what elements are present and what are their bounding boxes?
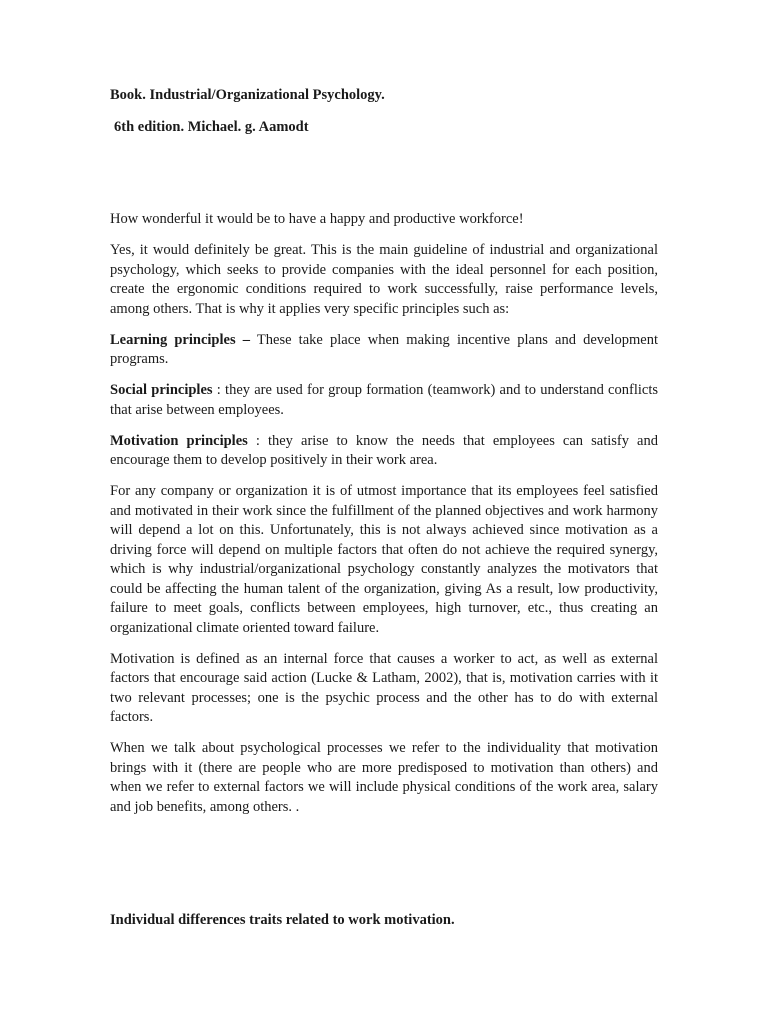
processes-paragraph: When we talk about psychological processes we refer to the individuality that motivation brings with it (there are people who are more predisposed to motivation than others) and when we refer to external factors we will include physical conditions of the work area, salary and job benefits, among others. . [110, 740, 658, 815]
book-title: Book. Industrial/Organizational Psychology. [110, 87, 385, 103]
social-principles-text: : they are used for group formation (teamwork) and to understand conflicts that arise between employees. [110, 382, 658, 418]
social-principles-paragraph [110, 381, 658, 420]
social-principles-term: Social principles [110, 382, 213, 398]
learning-principles-term: Learning principles – [110, 331, 250, 348]
definition-paragraph: Motivation is defined as an internal force that causes a worker to act, as well as external factors that encourage said action (Lucke & Latham, 2002), that is, motivation carries with it two relevant processes; one is the psychic process and the other has to do with external factors. [110, 650, 658, 725]
learning-principles-paragraph [110, 331, 658, 370]
importance-paragraph: For any company or organization it is of utmost importance that its employees feel satisfied and motivated in their work since the fulfillment of the planned objectives and work harmony will depend a lot on this. Unfortunately, this is not always achieved since motivation as a driving force will depend on multiple factors that often do not achieve the required synergy, which is why industrial/organizational psychology constantly analyzes the motivators that could be affecting the human talent of the organization, giving As a result, low productivity, failure to meet goals, conflicts between employees, high turnover, etc., thus creating an organizational climate oriented toward failure. [110, 483, 658, 636]
edition-author: 6th edition. Michael. g. Aamodt [114, 119, 309, 135]
motivation-principles-text: : they arise to know the needs that employees can satisfy and encourage them to develop positively in their work area. [110, 432, 658, 468]
document-page [110, 0, 658, 1024]
section-heading: Individual differences traits related to work motivation. [110, 912, 455, 928]
motivation-principles-term: Motivation principles [110, 432, 248, 449]
guideline-paragraph: Yes, it would definitely be great. This is the main guideline of industrial and organizational psychology, which seeks to provide companies with the ideal personnel for each position, create the ergonomic conditions required to work successfully, raise performance levels, among others. That is why it applies very specific principles such as: [110, 242, 658, 317]
body-text [110, 210, 658, 829]
learning-principles-text: These take place when making incentive plans and development programs. [110, 331, 658, 367]
motivation-principles-paragraph [110, 432, 658, 471]
intro-paragraph: How wonderful it would be to have a happy and productive workforce! [110, 211, 524, 227]
